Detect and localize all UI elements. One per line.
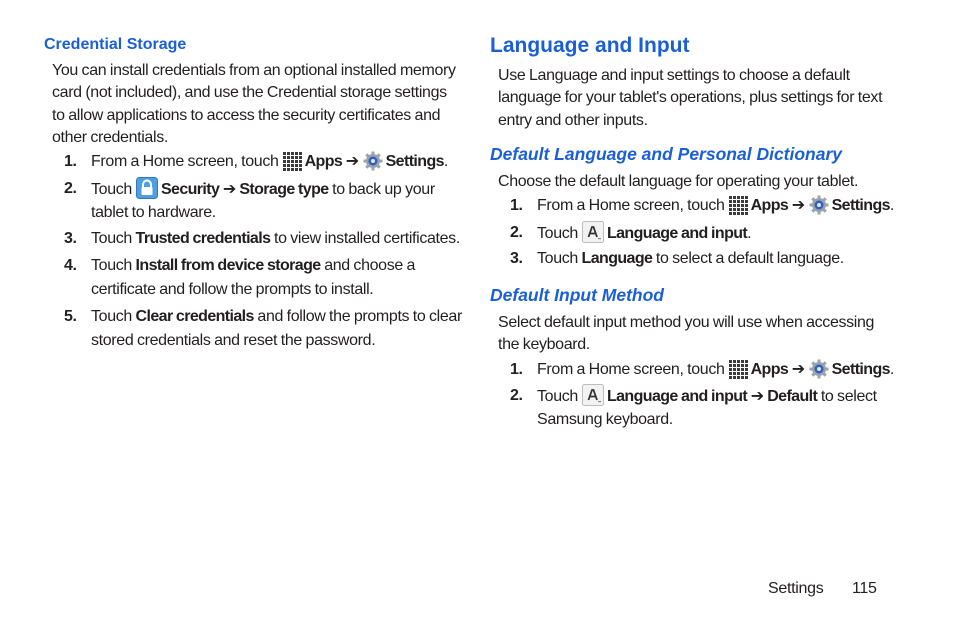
language-and-input-label: Language and input bbox=[606, 225, 748, 242]
intro-line: language for your tablet's operations, plus settings for text bbox=[498, 89, 883, 107]
intro-line: Use Language and input settings to choose a default bbox=[498, 67, 850, 84]
step-number: 1. bbox=[64, 153, 77, 170]
step-number: 2. bbox=[510, 224, 523, 241]
step-text bbox=[91, 254, 415, 278]
step-pre: Touch bbox=[537, 225, 578, 242]
list-item bbox=[510, 384, 910, 432]
step-pre: Touch bbox=[537, 388, 578, 405]
step-post: to select bbox=[817, 388, 877, 405]
storage-type-label: Storage type bbox=[239, 181, 329, 198]
step-post: . bbox=[889, 197, 895, 214]
step-text bbox=[537, 384, 877, 409]
step-number: 4. bbox=[64, 257, 77, 274]
step-post: . bbox=[747, 225, 752, 242]
lock-icon bbox=[136, 177, 158, 199]
page-number: 115 bbox=[852, 580, 877, 597]
step-number: 2. bbox=[64, 180, 77, 197]
settings-label: Settings bbox=[831, 197, 890, 214]
apps-icon bbox=[729, 196, 748, 215]
step-pre: From a Home screen, touch bbox=[537, 197, 725, 214]
step-text bbox=[537, 194, 894, 218]
step-post: . bbox=[443, 153, 449, 170]
apps-icon bbox=[283, 152, 302, 171]
gear-icon bbox=[809, 359, 829, 379]
language-input-icon bbox=[582, 384, 604, 406]
step-line2: Samsung keyboard. bbox=[537, 411, 673, 428]
default-input-method-heading: Default Input Method bbox=[490, 285, 665, 305]
step-pre: Touch bbox=[537, 250, 582, 267]
step-pre: From a Home screen, touch bbox=[537, 361, 725, 378]
list-item bbox=[510, 247, 910, 271]
arrow: ➔ bbox=[791, 361, 805, 378]
credential-storage-intro bbox=[52, 60, 462, 149]
step-pre: Touch bbox=[91, 308, 136, 325]
language-and-input-title: Language and Input bbox=[490, 34, 690, 57]
language-input-icon bbox=[582, 221, 604, 243]
step-pre: Touch bbox=[91, 181, 132, 198]
step-text bbox=[91, 305, 462, 329]
step-text bbox=[537, 221, 751, 246]
step-line2: tablet to hardware. bbox=[91, 204, 216, 221]
default-input-intro bbox=[498, 312, 908, 357]
list-item bbox=[64, 254, 464, 302]
step-line2: certificate and follow the prompts to install. bbox=[91, 281, 374, 298]
step-text bbox=[537, 247, 844, 271]
step-post: and choose a bbox=[320, 257, 416, 274]
credential-storage-heading: Credential Storage bbox=[44, 36, 187, 53]
step-text bbox=[537, 358, 894, 382]
language-intro bbox=[498, 65, 908, 132]
gear-icon bbox=[809, 195, 829, 215]
step-number: 5. bbox=[64, 308, 77, 325]
step-pre: Touch bbox=[91, 257, 136, 274]
intro-line: You can install credentials from an optional installed memory bbox=[52, 62, 456, 79]
clear-credentials-label: Clear credentials bbox=[135, 308, 254, 325]
step-pre: Touch bbox=[91, 230, 136, 247]
list-item bbox=[64, 305, 464, 353]
step-post: and follow the prompts to clear bbox=[253, 308, 462, 325]
arrow: ➔ bbox=[750, 388, 764, 405]
step-text bbox=[91, 227, 460, 251]
intro-line: entry and other inputs. bbox=[498, 111, 648, 129]
list-item bbox=[64, 227, 464, 251]
step-text bbox=[91, 150, 448, 174]
intro-line: Select default input method you will use when accessing bbox=[498, 314, 875, 331]
list-item bbox=[64, 177, 464, 225]
step-text bbox=[91, 177, 435, 202]
apps-label: Apps bbox=[304, 153, 343, 170]
language-label: Language bbox=[581, 250, 653, 267]
apps-label: Apps bbox=[750, 197, 789, 214]
step-number: 3. bbox=[64, 230, 77, 247]
footer-section-name: Settings bbox=[768, 580, 824, 597]
intro-line: the keyboard. bbox=[498, 336, 590, 354]
list-item bbox=[64, 150, 464, 174]
step-post: to view installed certificates. bbox=[270, 230, 460, 247]
arrow: ➔ bbox=[345, 153, 359, 170]
apps-label: Apps bbox=[750, 361, 789, 378]
list-item bbox=[510, 221, 910, 245]
gear-icon bbox=[363, 151, 383, 171]
intro-line: other credentials. bbox=[52, 128, 168, 146]
default-label: Default bbox=[767, 388, 818, 405]
step-post: to select a default language. bbox=[652, 250, 844, 267]
default-language-heading: Default Language and Personal Dictionary bbox=[490, 144, 843, 164]
list-item bbox=[510, 358, 910, 382]
step-number: 1. bbox=[510, 197, 523, 214]
default-language-intro: Choose the default language for operating your tablet. bbox=[498, 173, 859, 190]
intro-line: to allow applications to access the security certificates and bbox=[52, 106, 441, 124]
trusted-credentials-label: Trusted credentials bbox=[135, 230, 271, 247]
settings-label: Settings bbox=[385, 153, 444, 170]
list-item bbox=[510, 194, 910, 218]
language-and-input-label: Language and input bbox=[606, 388, 748, 405]
step-post: to back up your bbox=[328, 181, 435, 198]
security-label: Security bbox=[160, 181, 220, 198]
install-from-device-storage-label: Install from device storage bbox=[135, 257, 321, 274]
step-number: 3. bbox=[510, 250, 523, 267]
settings-label: Settings bbox=[831, 361, 890, 378]
step-post: . bbox=[889, 361, 895, 378]
intro-line: card (not included), and use the Credential storage settings bbox=[52, 84, 447, 102]
step-line2: stored credentials and reset the password. bbox=[91, 332, 376, 349]
step-pre: From a Home screen, touch bbox=[91, 153, 279, 170]
arrow: ➔ bbox=[222, 181, 236, 198]
arrow: ➔ bbox=[791, 197, 805, 214]
apps-icon bbox=[729, 360, 748, 379]
step-number: 1. bbox=[510, 361, 523, 378]
step-number: 2. bbox=[510, 387, 523, 404]
